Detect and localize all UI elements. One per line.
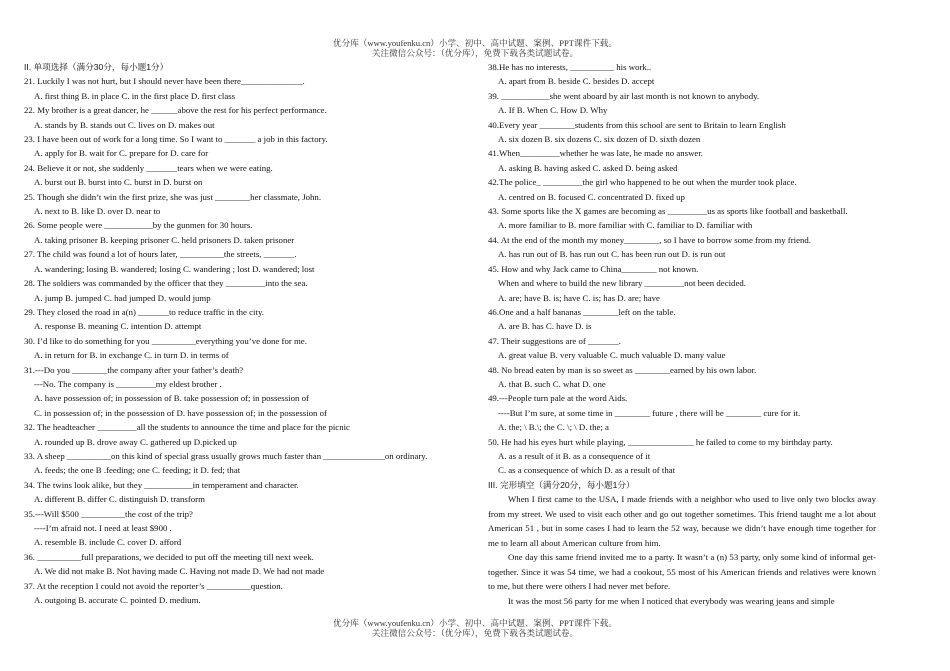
answer-options: A. next to B. like D. over D. near to <box>34 206 161 217</box>
question-line: 21. Luckily I was not hurt, but I should never have been there______________. <box>24 76 305 87</box>
question-line: 44. At the end of the month my money________, so I have to borrow some from my friend. <box>488 234 811 245</box>
answer-options: A. as a result of it B. as a consequence of it <box>498 450 651 461</box>
question-line: 50. He had his eyes hurt while playing, _______________ he failed to come to my birthday party. <box>488 436 833 447</box>
question-line: 33. A sheep __________on this kind of special grass usually grows much faster than ______________on ordinary. <box>24 450 428 461</box>
answer-options: A. six dozen B. six dozens C. six dozen of D. sixth dozen <box>498 134 701 145</box>
question-line: 30. I’d like to do something for you __________everything you’ve done for me. <box>24 335 307 346</box>
answer-options: A. apart from B. beside C. besides D. accept <box>498 76 655 87</box>
question-line: 22. My brother is a great dancer, he ______above the rest for his perfect performance. <box>24 105 327 116</box>
section-heading: II. 单项选择（满分30分，每小题1分） <box>24 62 169 72</box>
question-line: 27. The child was found a lot of hours later, __________the streets, _______. <box>24 249 297 260</box>
answer-options: A. are; have B. is; have C. is; has D. are; have <box>498 292 660 303</box>
answer-options: A. has run out of B. has run out C. has been run out D. is run out <box>498 249 726 260</box>
answer-options: When and where to build the new library _________not been decided. <box>498 278 746 289</box>
answer-options: A. have possession of; in possession of B. take possession of; in possession of <box>34 393 309 404</box>
question-line: 34. The twins look alike, but they ___________in temperament and character. <box>24 479 299 490</box>
question-line: 49.---People turn pale at the word Aids. <box>488 393 628 404</box>
answer-options: A. burst out B. burst into C. burst in D. burst on <box>34 177 203 188</box>
answer-options: A. centred on B. focused C. concentrated D. fixed up <box>498 191 685 202</box>
question-line: 43. Some sports like the X games are becoming as _________us as sports like football and basketball. <box>488 206 848 217</box>
footer-line-1: 优分库（www.youfenku.cn）小学、初中、高中试题、案例、PPT课件下载。 <box>333 618 617 628</box>
answer-options: A. We did not make B. Not having made C. Having not made D. We had not made <box>34 566 325 577</box>
question-line: 38.He has no interests, __________ his work.. <box>488 62 652 72</box>
cloze-paragraph: When I first came to the USA, I made friends with a neighbor who used to live only two blocks away from my street. We used to visit each other and go out together sometimes. This friend taught me a lot about American 51 , but in some cases I had to learn the 52 way, because we didn’t have enough time together for me to learn all about American culture from him. <box>488 494 876 548</box>
section-heading: III. 完形填空（满分20分，每小题1分） <box>488 479 635 490</box>
question-line: 39. ___________she went aboard by air last month is not known to anybody. <box>488 90 760 101</box>
answer-options: A. If B. When C. How D. Why <box>498 105 608 116</box>
cloze-paragraph: One day this same friend invited me to a party. It wasn’t a (n) 53 party, only some kind of informal get-together. Since it was 54 time, we had a cookout, 55 most of his American friends and relatives were known to me, but there were others I had never met before. <box>488 552 876 592</box>
answer-options: A. great value B. very valuable C. much valuable D. many value <box>498 350 726 361</box>
question-line: 28. The soldiers was commanded by the officer that they _________into the sea. <box>24 278 308 289</box>
answer-options: A. apply for B. wait for C. prepare for D. care for <box>34 148 209 159</box>
question-line: 26. Some people were ___________by the gunmen for 30 hours. <box>24 220 253 231</box>
question-line: 42.The police_ _________the girl who happened to be out when the murder took place. <box>488 177 797 188</box>
answer-options: A. rounded up B. drove away C. gathered up D.picked up <box>34 436 237 447</box>
answer-options: C. as a consequence of which D. as a result of that <box>498 465 676 476</box>
question-line: 29. They closed the road in a(n) _______to reduce traffic in the city. <box>24 306 264 317</box>
answer-options: A. jump B. jumped C. had jumped D. would jump <box>34 292 211 303</box>
question-line: 32. The headteacher _________all the students to announce the time and place for the picnic <box>24 422 350 433</box>
question-line: 40.Every year ________students from this school are sent to Britain to learn English <box>488 119 786 130</box>
answer-options: A. resemble B. include C. cover D. afford <box>34 537 182 548</box>
answer-options: ----I’m afraid not. I need at least $900 . <box>34 523 172 533</box>
answer-options: A. asking B. having asked C. asked D. being asked <box>498 162 678 173</box>
left-column <box>24 60 444 607</box>
header-line-1: 优分库（www.youfenku.cn）小学、初中、高中试题、案例、PPT课件下载。 <box>333 38 617 48</box>
answer-options: A. wandering; losing B. wandered; losing C. wandering ; lost D. wandered; lost <box>34 263 315 274</box>
answer-options: A. first thing B. in place C. in the first place D. first class <box>34 90 236 101</box>
answer-options: A. more familiar to B. more familiar with C. familiar to D. familiar with <box>498 220 753 231</box>
answer-options: A. in return for B. in exchange C. in turn D. in terms of <box>34 350 229 361</box>
question-line: 36. __________full preparations, we decided to put off the meeting till next week. <box>24 551 314 562</box>
answer-options: A. that B. such C. what D. one <box>498 378 606 389</box>
question-line: 47. Their suggestions are of _______. <box>488 335 621 346</box>
answer-options: A. stands by B. stands out C. lives on D. makes out <box>34 119 215 130</box>
answer-options: A. feeds; the one B .feeding; one C. feeding; it D. fed; that <box>34 465 241 476</box>
answer-options: ---No. The company is _________my eldest brother . <box>34 378 222 389</box>
footer-line-2: 关注微信公众号：（优分库），免费下载各类试题试卷。 <box>371 628 579 638</box>
answer-options: A. taking prisoner B. keeping prisoner C. held prisoners D. taken prisoner <box>34 234 295 245</box>
question-line: 41.When_________whether he was late, he made no answer. <box>488 148 703 159</box>
answer-options: A. different B. differ C. distinguish D. transform <box>34 494 205 505</box>
question-line: 37. At the reception I could not avoid the reporter’s __________question. <box>24 580 283 591</box>
question-line: 25. Though she didn’t win the first prize, she was just ________her classmate, John. <box>24 191 322 202</box>
question-line: 35.---Will $500 __________the cost of the trip? <box>24 508 193 519</box>
question-line: 31.---Do you ________the company after your father’s death? <box>24 364 244 375</box>
right-column <box>488 60 876 608</box>
answer-options: A. outgoing B. accurate C. pointed D. medium. <box>34 595 201 606</box>
cloze-paragraph: It was the most 56 party for me when I noticed that everybody was wearing jeans and simple <box>508 595 835 606</box>
question-line: 45. How and why Jack came to China________ not known. <box>488 263 699 274</box>
question-line: 46.One and a half bananas ________left on the table. <box>488 306 676 317</box>
page-header <box>0 38 950 58</box>
question-line: 23. I have been out of work for a long time. So I want to _______ a job in this factory. <box>24 134 328 145</box>
question-line: 24. Believe it or not, she suddenly _______tears when we were eating. <box>24 162 273 173</box>
answer-options: A. the; \ B.\; the C. \; \ D. the; a <box>498 422 609 433</box>
answer-options: A. response B. meaning C. intention D. attempt <box>34 321 202 332</box>
answer-options: A. are B. has C. have D. is <box>498 321 592 332</box>
answer-options: C. in possession of; in the possession of D. have possession of; in the possession of <box>34 407 327 418</box>
question-line: 48. No bread eaten by man is so sweet as ________earned by his own labor. <box>488 364 757 375</box>
header-line-2: 关注微信公众号：（优分库），免费下载各类试题试卷。 <box>371 48 579 58</box>
answer-options: ----But I’m sure, at some time in ________ future , there will be ________ cure for it. <box>498 407 801 418</box>
page-footer <box>0 618 950 638</box>
